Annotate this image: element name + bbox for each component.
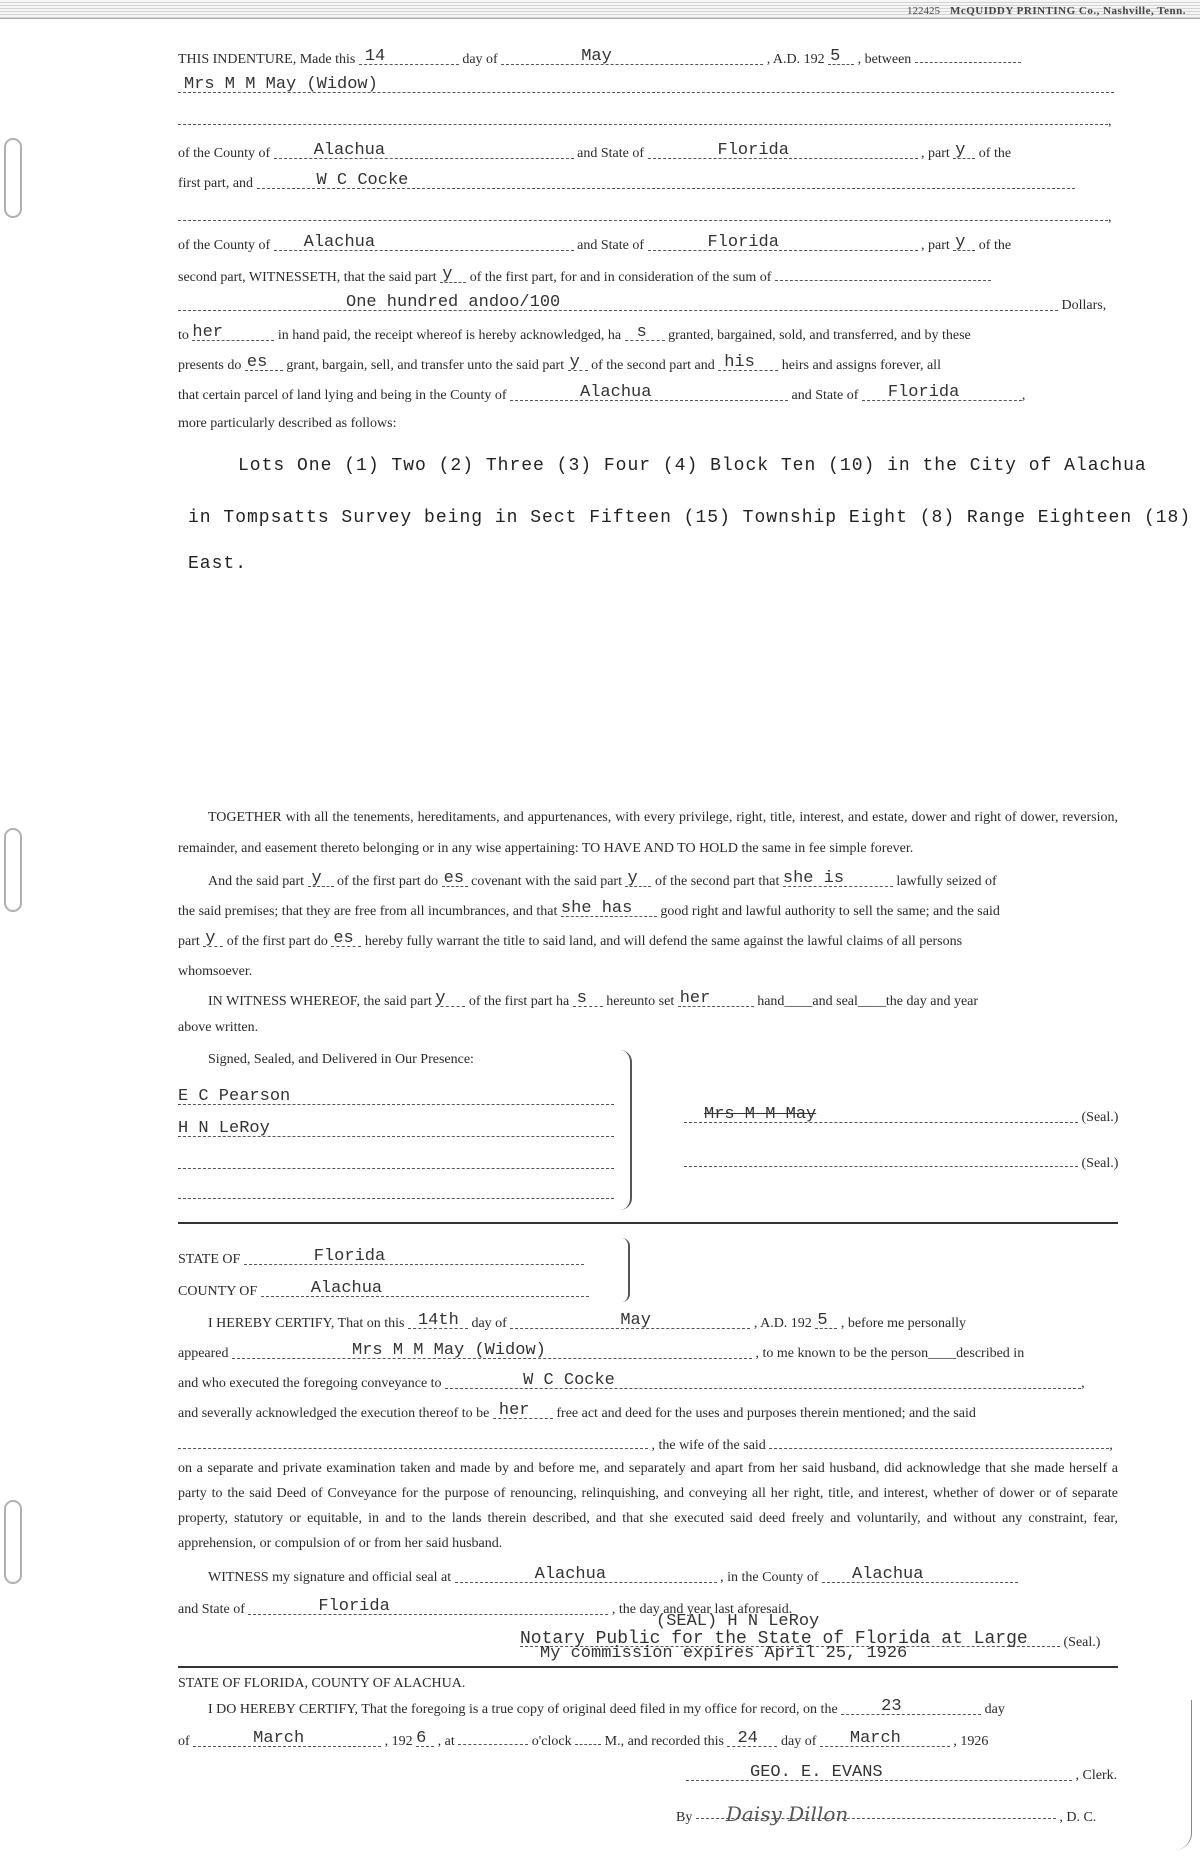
notary-commission: My commission expires April 25, 1926 [540, 1644, 908, 1663]
legal-description-line-1: Lots One (1) Two (2) Three (3) Four (4) Block Ten (10) in the City of Alachua [238, 456, 1147, 476]
second-seal-line: (Seal.) [684, 1148, 1124, 1176]
in-witness-line: IN WITNESS WHEREOF, the said part y of the first part ha s hereunto set her hand____and seal____the day and year [208, 989, 979, 1009]
first-party-name-line: Mrs M M May (Widow) [178, 74, 1118, 102]
indenture-opening: THIS INDENTURE, Made this 14 day of May , A.D. 192 5 , between [178, 44, 1118, 72]
deputy-signature: Daisy Dillon [725, 1802, 849, 1826]
binder-hole-icon [4, 138, 22, 218]
covenant-line-3: part y of the first part do es hereby fully warrant the title to said land, and will defend the same against the lawful claims of all persons [178, 929, 963, 949]
covenant-line-1: And the said part y of the first part do es covenant with the said part y of the second part that she is lawfully seized of [208, 869, 997, 889]
witness-2-line: H N LeRoy [178, 1118, 616, 1146]
page-edge-curl [1175, 1700, 1192, 1850]
ack-state-aforesaid-line: and State of Florida , the day and year last aforesaid. [178, 1597, 793, 1617]
hand-paid-line: to her in hand paid, the receipt whereof is hereby acknowledged, ha s granted, bargained, sold, and transferred, and by these [178, 323, 971, 343]
ack-free-act-line: and severally acknowledged the execution thereof to be her free act and deed for the uses and purposes therein mentioned; and the said [178, 1401, 976, 1421]
parcel-location-line: that certain parcel of land lying and being in the County of Alachua and State of Florida , [178, 383, 1026, 403]
ack-wife-line: , the wife of the said , [178, 1430, 1118, 1458]
witness-1-line: E C Pearson [178, 1086, 616, 1114]
ack-witness-seal-line: WITNESS my signature and official seal at Alachua , in the County of Alachua [178, 1564, 1118, 1592]
covenant-line-4: whomsoever. [178, 964, 253, 979]
witnesseth-line: second part, WITNESSETH, that the said part y of the first part, for and in consideration of the sum of [178, 262, 1118, 290]
legal-description-line-3: East. [188, 554, 248, 574]
described-as-line: more particularly described as follows: [178, 416, 397, 431]
deputy-clerk-line: By Daisy Dillon , D. C. [676, 1802, 1097, 1826]
notary-line: Notary Public for the State of Florida at Large (Seal.) [520, 1629, 1101, 1650]
ack-county-line: COUNTY OF Alachua [178, 1278, 648, 1306]
presents-line: presents do es grant, bargain, sell, and transfer unto the said part y of the second part and his heirs and assigns forever, all [178, 353, 941, 373]
ack-appeared-line: appeared Mrs M M May (Widow) , to me known to be the person____described in [178, 1341, 1025, 1361]
ack-examination-paragraph: on a separate and private examination taken and made by and before me, and separately and apart from her said husband, did acknowledge that she made herself a party to the said Deed of Conveyance for the purpose of renouncing, relinquishing, and conveying all her right, title, and interest, whether of dower or of separate property, statutory or equitable, in and to the lands therein described, and that she executed said deed freely and voluntarily, and without any constraint, fear, apprehension, or compulsion of or from her said husband. [178, 1461, 1118, 1551]
recording-certify-line: I DO HEREBY CERTIFY, That the foregoing is a true copy of original deed filed in my office for record, on the 23 day [208, 1697, 1005, 1717]
signed-sealed-heading: Signed, Sealed, and Delivered in Our Presence: [208, 1052, 474, 1067]
blank-line: , [178, 202, 1118, 230]
sum-line: One hundred andoo/100 Dollars, [178, 292, 1118, 320]
ack-certify-line: I HEREBY CERTIFY, That on this 14th day of May , A.D. 192 5 , before me personally [208, 1311, 966, 1331]
second-party-county-line: of the County of Alachua and State of Florida , part y of the [178, 233, 1012, 253]
blank-line [178, 1180, 616, 1208]
recording-heading: STATE OF FLORIDA, COUNTY OF ALACHUA. [178, 1676, 466, 1691]
covenant-line-2: the said premises; that they are free from all incumbrances, and that she has good right and lawful authority to sell the same; and the said [178, 899, 1000, 919]
binder-hole-icon [4, 828, 22, 912]
printer-credit: 122425 McQUIDDY PRINTING Co., Nashville, Tenn. [906, 5, 1186, 17]
venue-bracket [622, 1238, 630, 1302]
grantor-signature-line: Mrs M M May (Seal.) [684, 1104, 1124, 1132]
ack-conveyance-line: and who executed the foregoing conveyance to W C Cocke , [178, 1371, 1085, 1391]
legal-description-line-2: in Tompsatts Survey being in Sect Fifteen (15) Township Eight (8) Range Eighteen (18) [188, 508, 1192, 528]
binder-hole-icon [4, 1500, 22, 1584]
recording-date-line: of March , 192 6 , at o'clock M., and recorded this 24 day of March , 1926 [178, 1726, 1118, 1754]
blank-line: , [178, 106, 1118, 134]
section-divider [178, 1222, 1118, 1224]
blank-line [178, 1150, 616, 1178]
section-divider [178, 1666, 1118, 1668]
top-border [0, 0, 1200, 19]
ack-state-line: STATE OF Florida [178, 1246, 648, 1274]
signature-bracket [620, 1050, 632, 1210]
above-written-line: above written. [178, 1020, 259, 1035]
second-party-name-line: first part, and W C Cocke [178, 170, 1118, 198]
habendum-clause: TOGETHER with all the tenements, hereditaments, and appurtenances, with every privilege, right, title, interest, and estate, dower and right of dower, reversion, remainder, and easement thereto belonging or in any wise appertaining: TO HAVE AND TO HOLD the same in fee simple forever. [178, 810, 1118, 856]
notary-seal-name: (SEAL) H N LeRoy [656, 1612, 820, 1631]
first-party-county-line: of the County of Alachua and State of Florida , part y of the [178, 141, 1012, 161]
clerk-line: GEO. E. EVANS , Clerk. [686, 1762, 1126, 1790]
